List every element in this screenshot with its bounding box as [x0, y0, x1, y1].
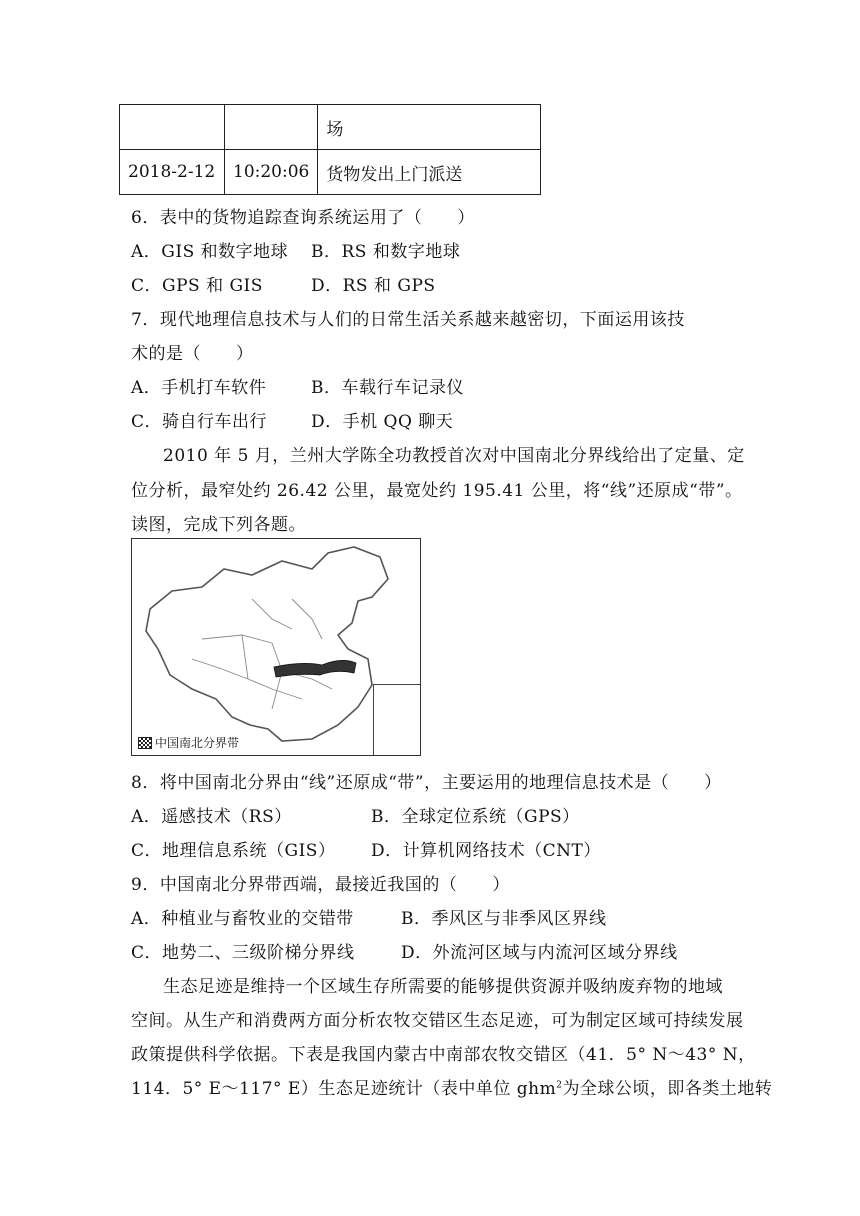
question-6-stem: 6．表中的货物追踪查询系统运用了（ ）: [131, 208, 475, 228]
table-cell: 场: [318, 105, 541, 150]
tracking-table: [119, 104, 541, 195]
question-8-option-c: C．地理信息系统（GIS）: [131, 841, 336, 861]
table-cell: [225, 105, 318, 150]
table-cell: [120, 105, 225, 150]
question-8-option-b: B．全球定位系统（GPS）: [371, 807, 580, 827]
table-cell: 10:20:06: [225, 150, 318, 195]
question-6-option-c: C．GPS 和 GIS: [131, 276, 263, 296]
question-9-option-a: A．种植业与畜牧业的交错带: [131, 909, 354, 929]
table-row: [120, 150, 541, 195]
passage-1-line3: 读图，完成下列各题。: [131, 515, 306, 535]
hatched-swatch-icon: [138, 737, 152, 749]
passage-2-line4-part-a: 114．5° E～117° E）生态足迹统计（表中单位 ghm: [131, 1079, 557, 1099]
question-9-option-c: C．地势二、三级阶梯分界线: [131, 943, 355, 963]
china-map-figure: [131, 538, 421, 756]
question-7-option-b: B．车载行车记录仪: [311, 378, 464, 398]
question-9-stem: 9．中国南北分界带西端，最接近我国的（ ）: [131, 875, 510, 895]
passage-2-line4-part-b: 为全球公顷，即各类土地转: [562, 1079, 773, 1099]
question-7-option-a: A．手机打车软件: [131, 378, 267, 398]
question-6-option-b: B．RS 和数字地球: [311, 242, 461, 262]
question-8-option-d: D．计算机网络技术（CNT）: [371, 841, 601, 861]
passage-1-line2: 位分析，最窄处约 26.42 公里，最宽处约 195.41 公里，将“线”还原成“带”。: [131, 481, 743, 501]
question-6-option-a: A．GIS 和数字地球: [131, 242, 289, 262]
superscript-2: 2: [556, 1080, 563, 1091]
question-8-stem: 8．将中国南北分界由“线”还原成“带”，主要运用的地理信息技术是（ ）: [131, 773, 722, 793]
question-7-option-c: C．骑自行车出行: [131, 412, 268, 432]
passage-1-line1: 2010 年 5 月，兰州大学陈全功教授首次对中国南北分界线给出了定量、定: [163, 446, 745, 466]
map-legend-label: 中国南北分界带: [155, 736, 240, 750]
table-cell: 2018-2-12: [120, 150, 225, 195]
question-7-option-d: D．手机 QQ 聊天: [311, 412, 454, 432]
question-6-option-d: D．RS 和 GPS: [311, 276, 436, 296]
south-china-sea-inset: [373, 684, 420, 755]
question-7-stem-line1: 7．现代地理信息技术与人们的日常生活关系越来越密切，下面运用该技: [131, 310, 685, 330]
passage-2-line4: [131, 1074, 773, 1099]
question-8-option-a: A．遥感技术（RS）: [131, 807, 292, 827]
question-9-option-d: D．外流河区域与内流河区域分界线: [401, 943, 678, 963]
map-legend: [138, 734, 239, 751]
question-9-option-b: B．季风区与非季风区界线: [401, 909, 607, 929]
table-row: [120, 105, 541, 150]
table-cell: 货物发出上门派送: [318, 150, 541, 195]
passage-2-line2: 空间。从生产和消费两方面分析农牧交错区生态足迹，可为制定区域可持续发展: [131, 1011, 744, 1031]
passage-2-line3: 政策提供科学依据。下表是我国内蒙古中南部农牧交错区（41．5° N～43° N，: [131, 1045, 756, 1065]
question-7-stem-line2: 术的是（ ）: [131, 344, 254, 364]
passage-2-line1: 生态足迹是维持一个区域生存所需要的能够提供资源并吸纳废弃物的地域: [163, 977, 723, 997]
